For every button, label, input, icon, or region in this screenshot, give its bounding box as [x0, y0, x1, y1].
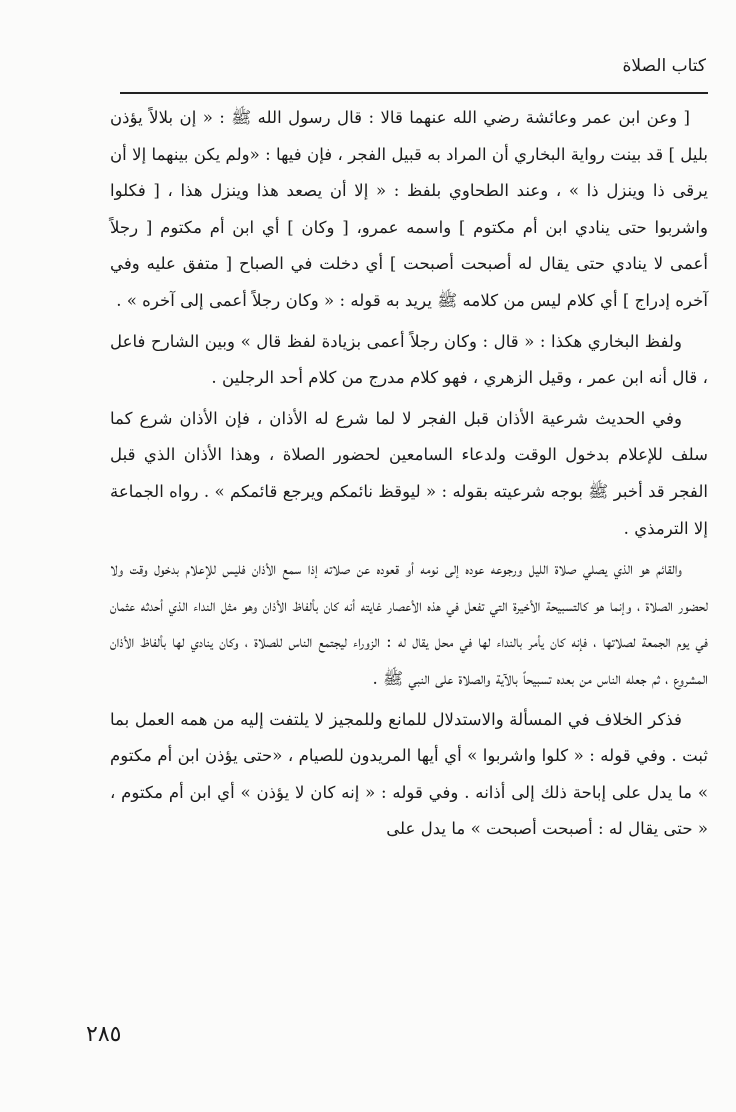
paragraph-3: وفي الحديث شرعية الأذان قبل الفجر لا لما شرع له الأذان ، فإن الأذان شرع كما سلف للإعلام بدخول الوقت ولدعاء السامعين لحضور الصلاة ، وهذا الأذان الذي قبل الفجر قد أخبر ﷺ بوجه شرعيته بقوله : « ليوقظ نائمكم ويرجع قائمكم » . رواه الجماعة إلا الترمذي . [110, 408, 708, 538]
header-rule [120, 92, 708, 94]
paragraph-2: ولفظ البخاري هكذا : « قال : وكان رجلاً أعمى بزيادة لفظ قال » وبين الشارح فاعل ، قال أنه ابن عمر ، وقيل الزهري ، فهو كلام مدرج من كلام أحد الرجلين . [110, 331, 708, 388]
paragraph-1: [ وعن ابن عمر وعائشة رضي الله عنهما قالا : قال رسول الله ﷺ : « إن بلالاً يؤذن بليل ] قد بينت رواية البخاري أن المراد به قبيل الفجر ، فإن فيها : «ولم يكن بينهما إلا أن يرقى ذا وينزل ذا » ، وعند الطحاوي بلفظ : « إلا أن يصعد هذا وينزل هذا ، [ فكلوا واشربوا حتى ينادي ابن أم مكتوم ] واسمه عمرو، [ وكان ] أي ابن أم مكتوم [ رجلاً أعمى لا ينادي حتى يقال له أصبحت أصبحت ] أي دخلت في الصباح [ متفق عليه وفي آخره إدراج ] أي كلام ليس من كلامه ﷺ يريد به قوله : « وكان رجلاً أعمى إلى آخره » . [110, 108, 708, 310]
page-number: ٢٨٥ [86, 1022, 122, 1047]
paragraph-4: والقائم هو الذي يصلي صلاة الليل ورجوعه عوده إلى نومه أو قعوده عن صلاته إذا سمع الأذان فليس للإعلام بدخول وقت ولا لحضور الصلاة ، وإنما هو كالتسبيحة الأخيرة التي تفعل في هذه الأعصار غايته أنه كان بألفاظ الأذان وهو مثل النداء الذي أحدثه عثمان في يوم الجمعة لصلاتها ، فإنه كان يأمر بالنداء لها في محل يقال له : الزوراء ليجتمع الناس للصلاة ، وكان ينادي لها بألفاظ الأذان المشروع ، ثم جعله الناس من بعده تسبيحاً بالآية والصلاة على النبي ﷺ . [110, 559, 708, 688]
paragraph-5: فذكر الخلاف في المسألة والاستدلال للمانع وللمجيز لا يلتفت إليه من همه العمل بما ثبت . وفي قوله : « كلوا واشربوا » أي أيها المريدون للصيام ، «حتى يؤذن ابن أم مكتوم » ما يدل على إباحة ذلك إلى أذانه . وفي قوله : « إنه كان لا يؤذن » أي ابن أم مكتوم ، « حتى يقال له : أصبحت أصبحت » ما يدل على [110, 709, 708, 839]
running-head-title: كتاب الصلاة [622, 56, 706, 76]
page-body [110, 100, 708, 848]
